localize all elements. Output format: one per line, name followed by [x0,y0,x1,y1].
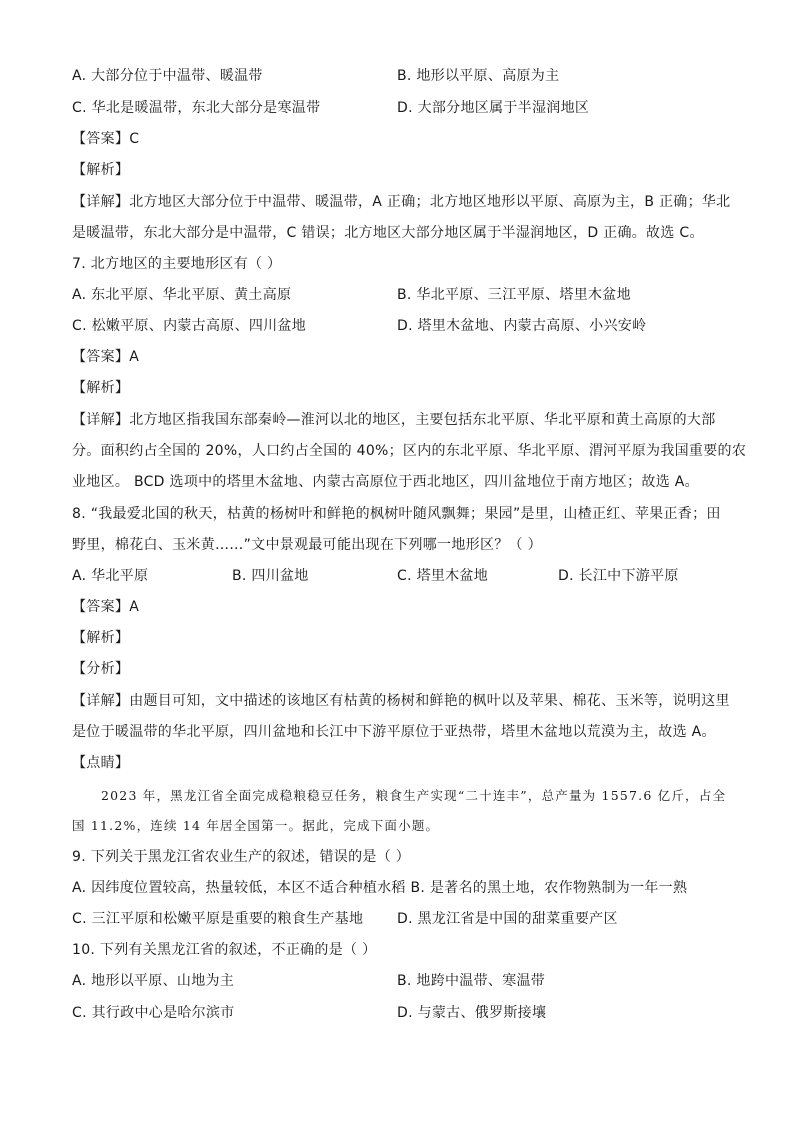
passage-line: 2023 年，黑龙江省全面完成稳粮稳豆任务，粮食生产实现“二十连丰”，总产量为 1557.6 亿斤，占全 [101,788,727,803]
q8-detail-line: 【详解】由题目可知，文中描述的该地区有枯黄的杨树和鲜艳的枫叶以及苹果、棉花、玉米等，说明这里 [72,693,730,709]
q6-option-b: B. 地形以平原、高原为主 [397,68,560,84]
q6-option-d: D. 大部分地区属于半湿润地区 [397,100,590,116]
q8-analysis-sub: 【分析】 [72,661,130,677]
q7-option-c: C. 松嫩平原、内蒙古高原、四川盆地 [72,318,307,334]
q6-detail-line: 是暖温带，东北大部分是中温带，C 错误；北方地区大部分地区属于半湿润地区，D 正确。故选 C。 [72,225,704,241]
q10-option-d: D. 与蒙古、俄罗斯接壤 [397,1005,547,1021]
q8-option-b: B. 四川盆地 [232,568,309,584]
q9-option-d: D. 黑龙江省是中国的甜菜重要产区 [397,911,618,927]
q9-option-c: C. 三江平原和松嫩平原是重要的粮食生产基地 [72,911,364,927]
q7-stem: 7. 北方地区的主要地形区有（ ） [72,256,282,272]
passage-line: 国 11.2%，连续 14 年居全国第一。据此，完成下面小题。 [72,818,440,833]
q8-stem-line: 野里，棉花白、玉米黄……”文中景观最可能出现在下列哪一地形区？（ ） [72,537,542,553]
q8-detail-line: 是位于暖温带的华北平原，四川盆地和长江中下游平原位于亚热带，塔里木盆地以荒漠为主，故选 A。 [72,724,716,740]
q6-detail-line: 【详解】北方地区大部分位于中温带、暖温带，A 正确；北方地区地形以平原、高原为主，B 正确；华北 [72,194,731,210]
q7-option-d: D. 塔里木盆地、内蒙古高原、小兴安岭 [397,318,647,334]
q7-detail-line: 【详解】北方地区指我国东部秦岭—淮河以北的地区，主要包括东北平原、华北平原和黄土高原的大部 [72,412,716,428]
q9-option-ab: A. 因纬度位置较高，热量较低，本区不适合种植水稻 B. 是著名的黑土地，农作物熟制为一年一熟 [72,880,688,896]
q8-option-d: D. 长江中下游平原 [558,568,679,584]
q10-option-b: B. 地跨中温带、寒温带 [397,973,546,989]
q6-option-a: A. 大部分位于中温带、暖温带 [72,68,263,84]
q10-option-a: A. 地形以平原、山地为主 [72,973,235,989]
q8-option-a: A. 华北平原 [72,568,149,584]
q7-detail-line: 分。面积约占全国的 20%，人口约占全国的 40%；区内的东北平原、华北平原、渭河平原为我国重要的农 [72,443,747,459]
q7-answer: 【答案】A [72,349,140,365]
q7-option-b: B. 华北平原、三江平原、塔里木盆地 [397,287,631,303]
q8-stem-line: 8. “我最爱北国的秋天，枯黄的杨树叶和鲜艳的枫树叶随风飘舞；果园”是里，山楂正红、苹果正香；田 [72,506,721,522]
q6-analysis-label: 【解析】 [72,162,130,178]
q10-stem: 10. 下列有关黑龙江省的叙述，不正确的是（ ） [72,942,377,958]
q8-analysis-label: 【解析】 [72,630,130,646]
q8-answer: 【答案】A [72,599,140,615]
q6-answer: 【答案】C [72,131,140,147]
q9-stem: 9. 下列关于黑龙江省农业生产的叙述，错误的是（ ） [72,849,411,865]
q7-detail-line: 业地区。 BCD 选项中的塔里木盆地、内蒙古高原位于西北地区，四川盆地位于南方地区；故选 A。 [72,474,699,490]
q7-analysis-label: 【解析】 [72,380,130,396]
q10-option-c: C. 其行政中心是哈尔滨市 [72,1005,235,1021]
q8-point-label: 【点睛】 [72,755,130,771]
q6-option-c: C. 华北是暖温带，东北大部分是寒温带 [72,100,321,116]
q7-option-a: A. 东北平原、华北平原、黄土高原 [72,287,292,303]
q8-option-c: C. 塔里木盆地 [397,568,489,584]
